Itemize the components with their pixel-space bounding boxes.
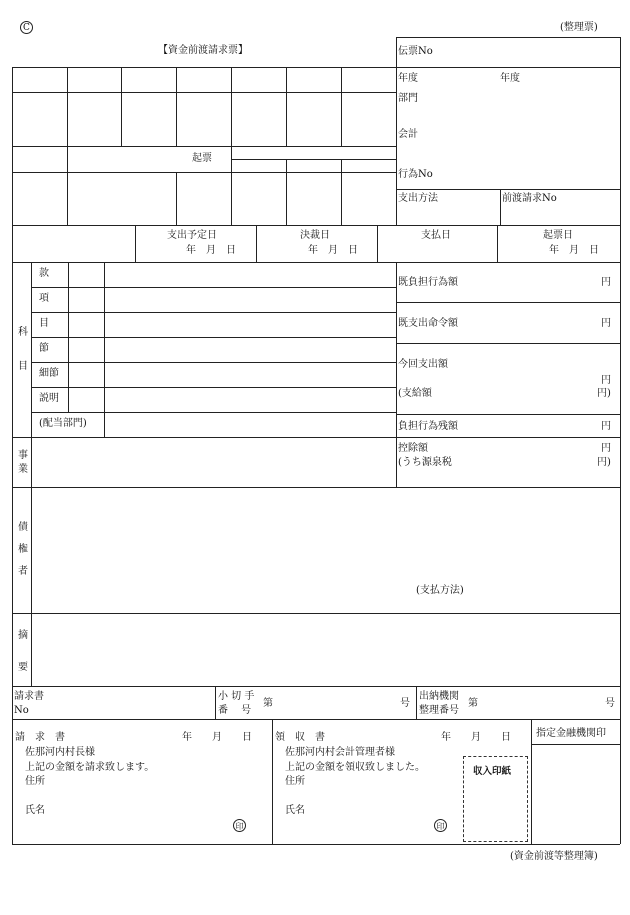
scheduled-date-ymd: 年 月 日 bbox=[186, 245, 236, 256]
yen-label: 円 bbox=[601, 421, 611, 432]
rule bbox=[12, 146, 396, 147]
revenue-stamp-box bbox=[463, 756, 528, 842]
yen-label: 円 bbox=[601, 277, 611, 288]
project-label-1: 事 bbox=[18, 450, 28, 461]
account-label: 会計 bbox=[398, 129, 418, 140]
rule bbox=[531, 719, 532, 844]
rule bbox=[286, 67, 287, 146]
rule bbox=[31, 262, 32, 686]
receipt-title: 領 収 書 bbox=[275, 732, 325, 743]
creditor-label-1: 債 bbox=[18, 522, 28, 533]
receipt-statement: 上記の金額を領収致しました。 bbox=[285, 762, 425, 773]
allocation-dept-label: (配当部門) bbox=[39, 418, 87, 429]
scheduled-date-label: 支出予定日 bbox=[167, 230, 217, 241]
rule bbox=[377, 225, 378, 262]
invoice-date: 年 月 日 bbox=[182, 732, 252, 743]
payment-amount-label: (支給額 bbox=[398, 388, 432, 399]
fiscal-year-label: 年度 bbox=[398, 73, 418, 84]
teller-go-label: 号 bbox=[605, 698, 615, 709]
rule bbox=[396, 189, 620, 190]
receipt-name-label: 氏名 bbox=[285, 805, 305, 816]
rule bbox=[12, 686, 620, 687]
rule bbox=[416, 686, 417, 719]
bank-seal-label: 指定金融機関印 bbox=[536, 728, 606, 739]
payment-date-label: 支払日 bbox=[421, 230, 451, 241]
rule bbox=[396, 37, 620, 38]
rule bbox=[12, 172, 396, 173]
subject-item: 項 bbox=[39, 293, 49, 304]
yen-close-label: 円) bbox=[597, 388, 611, 399]
subject-group-label-1: 科 bbox=[18, 327, 28, 338]
invoice-statement: 上記の金額を請求致します。 bbox=[25, 762, 155, 773]
summary-label-2: 要 bbox=[18, 662, 28, 673]
yen-close-label: 円) bbox=[597, 457, 611, 468]
teller-label-1: 出納機関 bbox=[419, 691, 459, 702]
receipt-seal-mark: 印 bbox=[434, 819, 447, 832]
decision-date-label: 決裁日 bbox=[300, 230, 330, 241]
rule bbox=[176, 172, 177, 225]
act-no-label: 行為No bbox=[398, 169, 433, 180]
invoice-address-label: 住所 bbox=[25, 776, 45, 787]
rule bbox=[12, 437, 620, 438]
department-label: 部門 bbox=[398, 93, 418, 104]
rule bbox=[341, 67, 342, 146]
invoice-name-label: 氏名 bbox=[25, 805, 45, 816]
form-title: 【資金前渡請求票】 bbox=[158, 45, 248, 56]
rule bbox=[12, 844, 620, 845]
rule bbox=[31, 362, 396, 363]
rule bbox=[31, 287, 396, 288]
no-label: No bbox=[14, 705, 29, 716]
yen-label: 円 bbox=[601, 375, 611, 386]
revenue-stamp-label: 収入印紙 bbox=[473, 766, 512, 777]
creditor-label-3: 者 bbox=[18, 566, 28, 577]
rule bbox=[67, 67, 68, 225]
check-label-1: 小 切 手 bbox=[218, 691, 255, 702]
slip-no-label: 伝票No bbox=[398, 46, 433, 57]
rule bbox=[531, 744, 620, 745]
withholding-label: (うち源泉税 bbox=[398, 457, 452, 468]
rule bbox=[12, 67, 620, 68]
advance-request-no-label: 前渡請求No bbox=[502, 193, 557, 204]
remaining-burden-label: 負担行為残額 bbox=[398, 421, 458, 432]
deduction-label: 控除額 bbox=[398, 443, 428, 454]
form-type-label: (整理票) bbox=[560, 22, 598, 33]
copyright-mark: C bbox=[20, 21, 33, 34]
rule bbox=[31, 387, 396, 388]
rule bbox=[341, 159, 342, 225]
payment-method-label: 支出方法 bbox=[398, 193, 438, 204]
existing-burden-label: 既負担行為額 bbox=[398, 277, 458, 288]
rule bbox=[272, 719, 273, 844]
rule bbox=[104, 262, 105, 437]
rule bbox=[396, 262, 397, 487]
issue-date-label: 起票日 bbox=[543, 230, 573, 241]
yen-label: 円 bbox=[601, 443, 611, 454]
teller-label-2: 整理番号 bbox=[419, 705, 459, 716]
rule bbox=[396, 414, 620, 415]
rule bbox=[12, 67, 13, 844]
rule bbox=[121, 67, 122, 146]
receipt-address-label: 住所 bbox=[285, 776, 305, 787]
teller-dai-label: 第 bbox=[468, 698, 478, 709]
project-label-2: 業 bbox=[18, 464, 28, 475]
yen-label: 円 bbox=[601, 318, 611, 329]
rule bbox=[396, 343, 620, 344]
rule bbox=[256, 225, 257, 262]
footer-label: (資金前渡等整理簿) bbox=[510, 851, 598, 862]
receipt-addressee: 佐那河内村会計管理者様 bbox=[285, 747, 395, 758]
check-go-label: 号 bbox=[400, 698, 410, 709]
rule bbox=[396, 37, 397, 225]
check-label-2: 番 号 bbox=[218, 705, 252, 716]
rule bbox=[231, 67, 232, 225]
subject-item: 款 bbox=[39, 268, 49, 279]
fiscal-year-suffix: 年度 bbox=[500, 73, 520, 84]
subject-item: 細節 bbox=[39, 368, 59, 379]
rule bbox=[231, 159, 396, 160]
rule bbox=[215, 686, 216, 719]
subject-item: 節 bbox=[39, 343, 49, 354]
payment-method-note: (支払方法) bbox=[416, 585, 464, 596]
invoice-seal-mark: 印 bbox=[233, 819, 246, 832]
current-payment-label: 今回支出額 bbox=[398, 359, 448, 370]
receipt-date: 年 月 日 bbox=[441, 732, 511, 743]
invoice-addressee: 佐那河内村長様 bbox=[25, 747, 95, 758]
subject-group-label-2: 目 bbox=[18, 361, 28, 372]
subject-item: 説明 bbox=[39, 393, 59, 404]
existing-order-label: 既支出命令額 bbox=[398, 318, 458, 329]
rule bbox=[12, 487, 620, 488]
rule bbox=[135, 225, 136, 262]
rule bbox=[497, 225, 498, 262]
rule bbox=[500, 189, 501, 225]
subject-item: 目 bbox=[39, 318, 49, 329]
rule bbox=[396, 302, 620, 303]
rule bbox=[31, 412, 396, 413]
check-dai-label: 第 bbox=[263, 698, 273, 709]
summary-label-1: 摘 bbox=[18, 630, 28, 641]
rule bbox=[286, 159, 287, 225]
rule bbox=[12, 719, 620, 720]
invoice-no-label: 請求書 bbox=[14, 691, 44, 702]
invoice-title: 請 求 書 bbox=[15, 732, 65, 743]
rule bbox=[12, 225, 620, 226]
rule bbox=[31, 337, 396, 338]
decision-date-ymd: 年 月 日 bbox=[308, 245, 358, 256]
rule bbox=[12, 613, 620, 614]
rule bbox=[620, 37, 621, 844]
creditor-label-2: 権 bbox=[18, 544, 28, 555]
rule bbox=[12, 92, 396, 93]
kihyo-label: 起票 bbox=[192, 153, 212, 164]
rule bbox=[31, 312, 396, 313]
rule bbox=[176, 67, 177, 146]
issue-date-ymd: 年 月 日 bbox=[549, 245, 599, 256]
